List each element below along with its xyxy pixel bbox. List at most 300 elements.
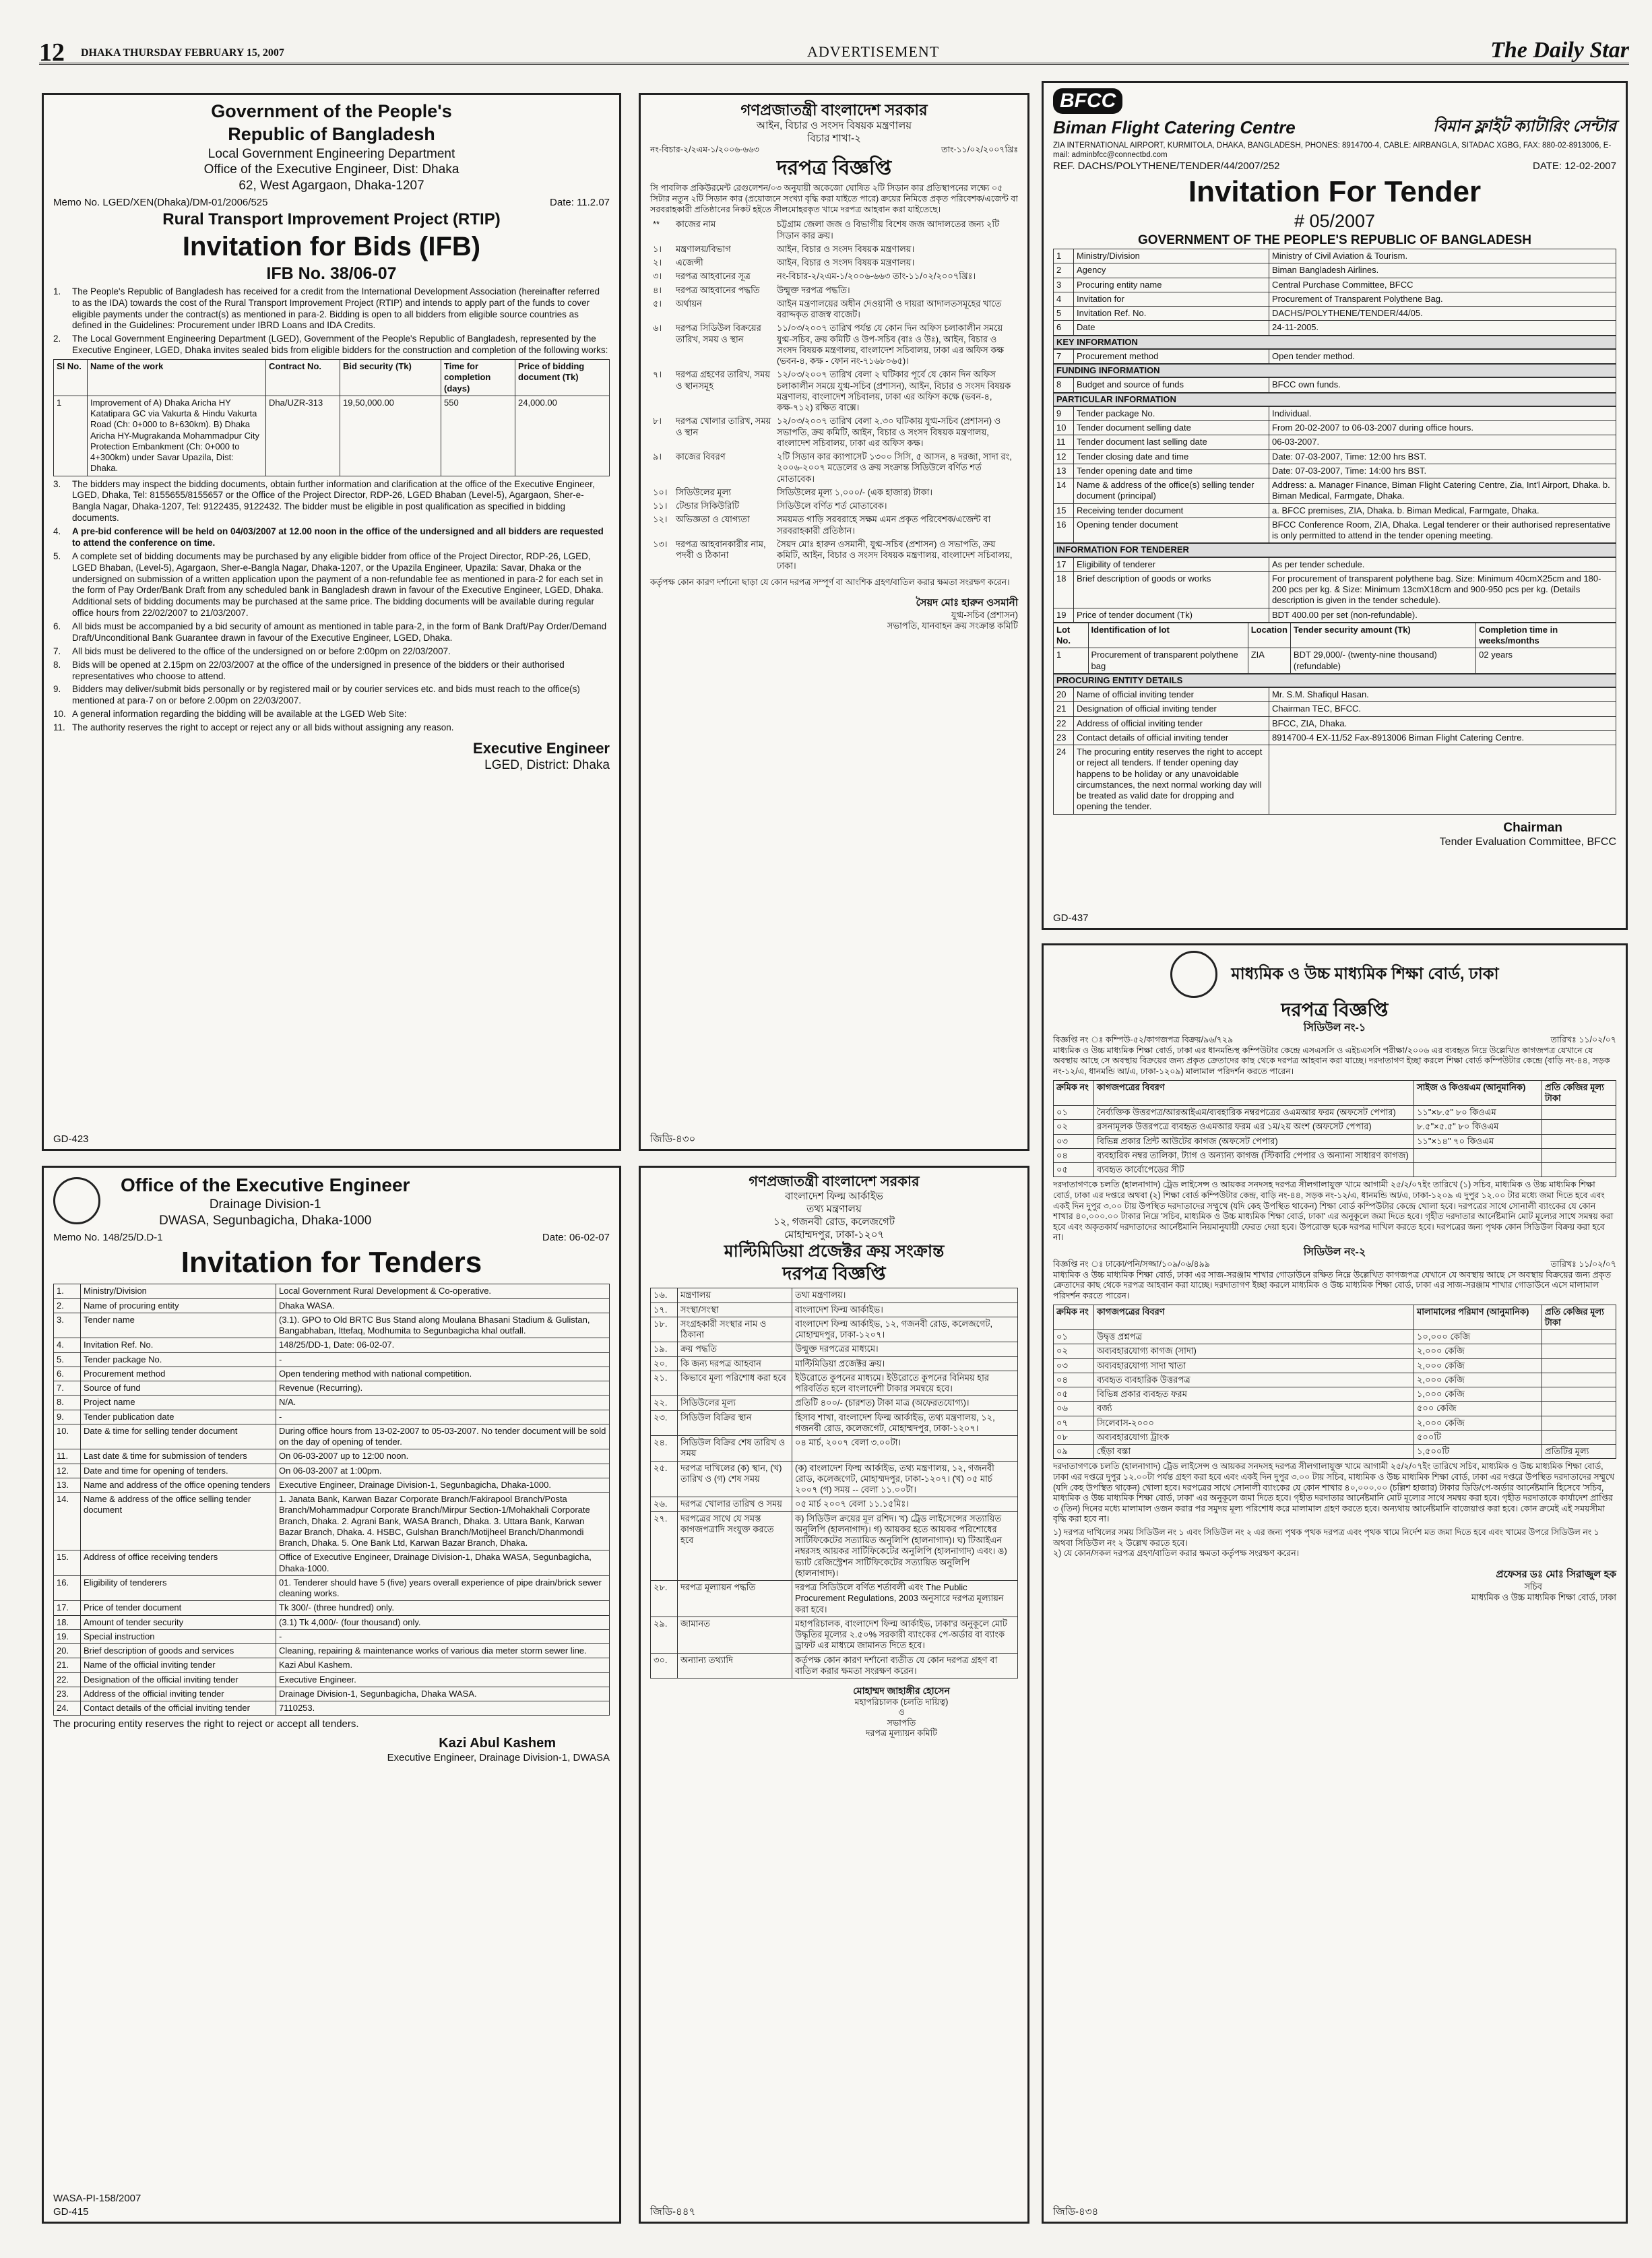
table-cell: দরপত্র মূল্যায়ন পদ্ধতি xyxy=(678,1581,792,1617)
film-title: দরপত্র বিজ্ঞপ্তি xyxy=(782,1263,886,1284)
table-row xyxy=(1054,1387,1616,1402)
table-cell: 1 xyxy=(1054,249,1074,263)
bfcc-lot-th: Lot No. xyxy=(1054,623,1089,648)
board-note1: ১) দরপত্র দাখিলের সময় সিডিউল নং ১ এবং সিডিউল নং ২ এর জন্য পৃথক পৃথক দরপত্র এবং পৃথক খামে নির্দেশ মত জমা দিতে হবে এবং খামের উপরে সিডিউল নং ১ অথবা সিডিউল নং ২ উল্লেখ করতে হবে। xyxy=(1053,1528,1599,1548)
law-ministry: আইন, বিচার ও সংসদ বিষয়ক মন্ত্রণালয় xyxy=(756,119,912,131)
table-cell: ০৫ মার্চ ২০০৭ বেলা ১১.১৫মিঃ। xyxy=(792,1497,1018,1511)
law-sign3: সভাপতি, যানবাহন ক্রয় সংক্রান্ত কমিটি xyxy=(887,621,1018,631)
table-cell: Brief description of goods and services xyxy=(81,1644,276,1658)
table-cell: অভিজ্ঞতা ও যোগ্যতা xyxy=(676,514,750,525)
table-cell: কাজের নাম xyxy=(676,219,716,230)
table-cell: ব্যবহৃত ব্যবহারিক উত্তরপত্র xyxy=(1094,1373,1414,1387)
table-cell: 20 xyxy=(1054,688,1074,702)
bfcc-lot-table xyxy=(1053,623,1616,674)
table-row xyxy=(1054,1373,1616,1387)
table-cell: ০৪ মার্চ, ২০০৭ বেলা ৩.০০টা। xyxy=(792,1436,1018,1462)
table-cell: 17. xyxy=(54,1601,81,1615)
table-cell: Open tender method. xyxy=(1269,349,1616,363)
table-cell: ০২ xyxy=(1054,1344,1094,1358)
film-gov: গণপ্রজাতন্ত্রী বাংলাদেশ সরকার xyxy=(749,1174,920,1189)
table-row xyxy=(650,450,1018,486)
table-row xyxy=(651,1303,1018,1317)
lged-td: 19,50,000.00 xyxy=(340,396,441,476)
table-cell: ২০. xyxy=(651,1356,678,1371)
table-row xyxy=(54,1367,610,1381)
table-cell: Mr. S.M. Shafiqul Hasan. xyxy=(1269,688,1616,702)
table-cell: ২,০০০ কেজি xyxy=(1414,1344,1542,1358)
table-row xyxy=(1054,449,1616,464)
table-cell: ১,০০০ কেজি xyxy=(1414,1387,1542,1402)
table-cell: অর্থায়ন xyxy=(676,298,702,309)
table-header-cell: কাগজপত্রের বিবরণ xyxy=(1094,1080,1414,1106)
table-cell: রসনামূলক উত্তরপত্রে ব্যবহৃত ওএমআর ফরম এর ১ম/২য় অংশ (অফসেট পেপার) xyxy=(1094,1120,1414,1134)
table-cell: Price of tender document xyxy=(81,1601,276,1615)
table-cell: দরপত্র আহবানের পদ্ধতি xyxy=(676,284,760,295)
board-date1: তারিখঃ ১১/০২/০৭ xyxy=(1550,1035,1616,1044)
table-cell: Open tendering method with national competition. xyxy=(276,1367,610,1381)
table-cell: BDT 400.00 per set (non-refundable). xyxy=(1269,608,1616,622)
table-cell: ২৬. xyxy=(651,1497,678,1511)
table-cell xyxy=(1542,1402,1616,1416)
table-row xyxy=(54,1338,610,1352)
lged-para5: A complete set of bidding documents may be purchased by any eligible bidder from office of the Project Director, RDP-26, LGED, LGED Bhaban, (Level-5), Agargaon, Sher-e-Bangla Nagar, Dhaka-1207, or the Upazila Engineer, Upazila: Savar, Dhaka or the undersigned on submission of a written application upon the payment of a non-refundable fee as mentioned in para-2 for each set in the form of Pay Order/Bank Draft from any scheduled bank in Bangladesh drawn in favour of the Executive Engineer, LGED, Dhaka. Additional sets of bidding documents may be purchased at the same price. The bidding documents will be available during regular office hours from 22/02/2007 to 21/03/2007. xyxy=(72,551,604,619)
board-ad xyxy=(1042,943,1628,2224)
table-cell: 19. xyxy=(54,1629,81,1643)
table-cell: ১২/০৩/২০০৭ তারিখ বেলা ২ ঘটিকার পূর্বে যে কোন দিন অফিস চলাকালীন সময়ে যুগ্ম-সচিব (প্রশাসন), আইন, বিচার ও সংসদ বিষয়ক মন্ত্রণালয়, বাংলাদেশ সচিবালয়, ঢাকা এর অফিস কক্ষে (ভবন-৪, কক্ষ-৭১২) রক্ষিত বাক্সে। xyxy=(777,369,1011,412)
table-cell: Address: a. Manager Finance, Biman Flight Catering Centre, Zia, Int'l Airport, Dhaka. b. Biman Medical, Farmgate, Dhaka. xyxy=(1269,478,1616,504)
table-cell: Procurement of Transparent Polythene Bag. xyxy=(1269,292,1616,306)
table-header-cell: মালামালের পরিমাণ (আনুমানিক) xyxy=(1414,1305,1542,1330)
table-cell: দরপত্র খোলার তারিখ, সময় ও স্থান xyxy=(676,416,771,437)
table-cell xyxy=(1542,1148,1616,1162)
board-intro1: মাধ্যমিক ও উচ্চ মাধ্যমিক শিক্ষা বোর্ড, ঢাকা এর ধানমন্ডিস্থ কম্পিউটার কেন্দ্রে এসএসসি ও এইচএসসি পরীক্ষা/২০০৬ এর ব্যবহৃত নিম্নে উল্লেখিত কাগজপত্র যেখানে যে অবস্থায় আছে সে অবস্থায় বিক্রয়ের জন্য প্রকৃত ক্রেতাদের কাছ থেকে দরপত্র আহবান করা যাচ্ছে। দরদাতাগণ ইচ্ছা করলে শিক্ষা বোর্ড কম্পিউটার কেন্দ্রে (বাড়ি নং-৪৪, সড়ক নং-১২/এ, ধানমন্ডি আ/এ, ঢাকা-১২০৯) মালামাল পরিদর্শন করতে পারেন। xyxy=(1053,1045,1610,1076)
table-cell: Name & address of the office(s) selling tender document (principal) xyxy=(1074,478,1269,504)
table-row xyxy=(1054,716,1616,730)
lged-project: Rural Transport Improvement Project (RTIP) xyxy=(162,210,501,228)
table-cell: 4 xyxy=(1054,292,1074,306)
table-cell xyxy=(1542,1163,1616,1177)
table-cell: Biman Bangladesh Airlines. xyxy=(1269,263,1616,278)
dateline: DHAKA THURSDAY FEBRUARY 15, 2007 xyxy=(81,47,284,59)
table-row xyxy=(54,1464,610,1478)
bfcc-lot-td: 02 years xyxy=(1476,648,1616,674)
table-cell: Kazi Abul Kashem. xyxy=(276,1658,610,1672)
dwasa-sign2: Executive Engineer, Drainage Division-1, DWASA xyxy=(387,1752,610,1763)
board-intro2: মাধ্যমিক ও উচ্চ মাধ্যমিক শিক্ষা বোর্ড, ঢাকা এর সাজ-সরঞ্জাম শাখার গোডাউনে রক্ষিত নিম্নে উল্লেখিত কাগজপত্র যেখানে যে অবস্থায় আছে সে অবস্থায় বিক্রয়ের জন্য প্রকৃত ক্রেতাদের কাছ থেকে দরপত্র আহবান করা যাচ্ছে। দরদাতাগণ ইচ্ছা করলে মাধ্যমিক ও উচ্চ মাধ্যমিক শিক্ষা বোর্ড, ঢাকা এর সাজ-সরঞ্জাম শাখার গোডাউনে এসে মালামাল পরিদর্শন করতে পারেন। xyxy=(1053,1269,1612,1300)
table-cell: ২৮. xyxy=(651,1581,678,1617)
table-row xyxy=(1054,518,1616,543)
table-cell: 10 xyxy=(1054,421,1074,435)
table-cell xyxy=(1542,1416,1616,1430)
table-cell: 16 xyxy=(1054,518,1074,543)
law-sign2: যুগ্ম-সচিব (প্রশাসন) xyxy=(951,609,1018,620)
masthead: The Daily Star xyxy=(1490,38,1629,63)
bfcc-logo: BFCC xyxy=(1053,88,1122,114)
table-cell: Price of tender document (Tk) xyxy=(1074,608,1269,622)
bfcc-tenderer: INFORMATION FOR TENDERER xyxy=(1053,543,1616,557)
table-cell: 7. xyxy=(54,1381,81,1395)
table-cell: 6 xyxy=(1054,321,1074,335)
table-row xyxy=(651,1617,1018,1653)
table-cell: 4. xyxy=(54,1338,81,1352)
table-row xyxy=(651,1581,1018,1617)
table-cell: ৩০. xyxy=(651,1653,678,1679)
table-cell: Tender opening date and time xyxy=(1074,464,1269,478)
table-row xyxy=(651,1511,1018,1581)
table-cell: During office hours from 13-02-2007 to 05-03-2007. No tender document will be sold on the day of opening of tender. xyxy=(276,1424,610,1449)
dwasa-address: DWASA, Segunbagicha, Dhaka-1000 xyxy=(159,1213,372,1228)
table-row xyxy=(54,1298,610,1313)
table-cell: দরপত্র সিডিউলে বর্ণিত শর্তাবলী এবং The Public Procurement Regulations, 2003 অনুসারে দরপত্র মূল্যায়ন করা হবে। xyxy=(792,1581,1018,1617)
table-cell: বিভিন্ন প্রকার ব্যবহৃত ফরম xyxy=(1094,1387,1414,1402)
table-row xyxy=(651,1396,1018,1410)
table-cell: ক্রয় পদ্ধতি xyxy=(678,1342,792,1356)
table-cell: ব্যবহারিক নম্বর তালিকা, ট্যাগ ও অন্যান্য কাগজ (স্টিকারি পেপার ও অন্যান্য সাধারণ কাগজ) xyxy=(1094,1148,1414,1162)
table-row xyxy=(1054,1163,1616,1177)
table-cell: বিভিন্ন প্রকার প্রিন্ট আউটের কাগজ (অফসেট পেপার) xyxy=(1094,1134,1414,1148)
table-header-cell: ক্রমিক নং xyxy=(1054,1305,1094,1330)
table-row xyxy=(650,368,1018,414)
table-cell: ০১ xyxy=(1054,1330,1094,1344)
table-row xyxy=(650,256,1018,270)
table-cell: আইন মন্ত্রণালয়ের অধীন দেওয়ানী ও দায়রা আদালতসমূহের খাতে বরাদ্দকৃত রাজস্ব বাজেট। xyxy=(777,298,1002,319)
table-cell: Date and time for opening of tenders. xyxy=(81,1464,276,1478)
table-cell: অব্যবহারযোগ্য ট্রাংক xyxy=(1094,1430,1414,1444)
table-row xyxy=(651,1497,1018,1511)
bfcc-lot-th: Tender security amount (Tk) xyxy=(1290,623,1475,648)
table-cell: সংস্থা/সংস্থা xyxy=(678,1303,792,1317)
bfcc-sign1: Chairman xyxy=(1503,820,1562,835)
table-cell: The procuring entity reserves the right to accept or reject all tenders. If tender opening day happens to be holiday or any unavoidable circumstances, the next normal working day will be treated as valid date for dropping and opening the tender. xyxy=(1074,745,1269,815)
table-row xyxy=(54,1449,610,1464)
table-cell: 16. xyxy=(54,1575,81,1601)
table-row xyxy=(651,1317,1018,1342)
dwasa-title: Invitation for Tenders xyxy=(181,1246,482,1280)
table-cell: সিডিউল বিক্রির স্থান xyxy=(678,1410,792,1436)
table-cell: Local Government Rural Development & Co-operative. xyxy=(276,1284,610,1298)
table-cell: ০৬ xyxy=(1054,1402,1094,1416)
table-row xyxy=(1054,478,1616,504)
board-note2: ২) যে কোন/সকল দরপত্র গ্রহণ/বাতিল করার ক্ষমতা কর্তৃপক্ষ সংরক্ষণ করেন। xyxy=(1053,1548,1300,1559)
table-row xyxy=(1054,249,1616,263)
table-cell: Ministry/Division xyxy=(81,1284,276,1298)
table-row xyxy=(651,1653,1018,1679)
table-cell: ১৮. xyxy=(651,1317,678,1342)
table-cell: বর্জ্য xyxy=(1094,1402,1414,1416)
table-cell: 23 xyxy=(1054,730,1074,745)
table-cell xyxy=(1542,1106,1616,1120)
table-cell: ০৪ xyxy=(1054,1148,1094,1162)
table-cell: ২,০০০ কেজি xyxy=(1414,1358,1542,1373)
law-ad xyxy=(639,93,1029,1151)
dwasa-date: Date: 06-02-07 xyxy=(542,1231,610,1243)
table-cell: কি জন্য দরপত্র আহবান xyxy=(678,1356,792,1371)
table-cell: Agency xyxy=(1074,263,1269,278)
table-cell: Tk 300/- (three hundred) only. xyxy=(276,1601,610,1615)
table-cell: Brief description of goods or works xyxy=(1074,571,1269,608)
lged-td: 1 xyxy=(54,396,88,476)
table-cell: 3. xyxy=(54,1313,81,1338)
table-cell: Name and address of the office opening tenders xyxy=(81,1478,276,1492)
table-row xyxy=(1054,421,1616,435)
table-cell: BFCC Conference Room, ZIA, Dhaka. Legal tenderer or their authorised representative is only permitted to attend in the tender opening meeting. xyxy=(1269,518,1616,543)
table-cell xyxy=(1542,1120,1616,1134)
table-row xyxy=(1054,503,1616,518)
table-cell: Date & time for selling tender document xyxy=(81,1424,276,1449)
table-cell: ৮। xyxy=(653,416,662,427)
table-cell: ১২/০৩/২০০৭ তারিখ বেলা ২.৩০ ঘটিকায় যুগ্ম-সচিব (প্রশাসন) ও সভাপতি, ক্রয় কমিটি, আইন, বিচার ও সংসদ বিষয়ক মন্ত্রণালয়, বাংলাদেশ সচিবালয়, ঢাকা এর অফিস কক্ষ। xyxy=(777,416,1001,448)
table-row xyxy=(54,1478,610,1492)
table-cell: 8. xyxy=(54,1395,81,1410)
table-cell: কাজের বিবরণ xyxy=(676,451,726,462)
table-cell: ০৮ xyxy=(1054,1430,1094,1444)
table-cell: সিডিউল বিক্রির শেষ তারিখ ও সময় xyxy=(678,1436,792,1462)
film-addr1: ১২, গজনবী রোড, কলেজগেট xyxy=(773,1216,895,1228)
table-cell: ১,৫০০টি xyxy=(1414,1445,1542,1459)
table-cell: 22 xyxy=(1054,716,1074,730)
table-cell: On 06-03-2007 at 1:00pm. xyxy=(276,1464,610,1478)
table-row xyxy=(1054,1430,1616,1444)
table-cell xyxy=(1542,1330,1616,1344)
table-row xyxy=(54,1313,610,1338)
table-cell xyxy=(1542,1430,1616,1444)
table-row xyxy=(650,243,1018,256)
law-intro: সি পাবলিক প্রকিউরমেন্ট রেগুলেশন/০৩ অনুযায়ী অকেজো ঘোষিত ২টি সিডান কার প্রতিস্থাপনের লক্ষ্যে ০৫ সিটার নতুন ২টি সিডান কার (প্রয়োজনে সংখ্যা বৃদ্ধি করা যাইতে পারে) ক্রয়ের নিমিত্তে প্রকৃত পরিবেশক/এজেন্ট বা সরবরাহকারী প্রতিষ্ঠানের নিকট হইতে সীলমোহরকৃত খামে দরপত্র আহবান করা যাইতেছে। xyxy=(650,183,1018,214)
table-cell: 5. xyxy=(54,1352,81,1367)
bfcc-entity: PROCURING ENTITY DETAILS xyxy=(1053,674,1616,687)
table-row xyxy=(54,1381,610,1395)
table-header-cell: প্রতি কেজির মূল্য টাকা xyxy=(1542,1305,1616,1330)
table-cell: ৫০০টি xyxy=(1414,1430,1542,1444)
bfcc-ad xyxy=(1042,81,1628,930)
table-row xyxy=(1054,557,1616,571)
bfcc-lot-td: Procurement of transparent polythene bag xyxy=(1088,648,1248,674)
table-cell: Drainage Division-1, Segunbagicha, Dhaka WASA. xyxy=(276,1687,610,1701)
table-cell: দরপত্র সিডিউল বিক্রয়ের তারিখ, সময় ও স্থান xyxy=(676,323,761,344)
law-sign1: সৈয়দ মোঃ হারুন ওসমানী xyxy=(916,597,1018,609)
table-cell: Receiving tender document xyxy=(1074,503,1269,518)
table-cell: অন্যান্য তথ্যাদি xyxy=(678,1653,792,1679)
lged-para11: The authority reserves the right to accept or reject any or all bids without assigning any reason. xyxy=(72,722,454,732)
table-cell: 17 xyxy=(1054,557,1074,571)
table-row xyxy=(651,1342,1018,1356)
lged-th: Name of the work xyxy=(88,360,266,396)
table-header-cell: সাইজ ও কিওয়এম (আনুমানিক) xyxy=(1414,1080,1542,1106)
lged-para10: A general information regarding the bidding will be available at the LGED Web Site: xyxy=(72,709,407,720)
table-cell: Source of fund xyxy=(81,1381,276,1395)
table-cell: Ministry/Division xyxy=(1074,249,1269,263)
table-cell: 15 xyxy=(1054,503,1074,518)
table-cell: ২টি সিডান কার ক্যাপাসেট ১৩০০ সিসি, ৫ আসন, ৪ দরজা, সাদা রং, ২০০৬-২০০৭ মডেলের ও ক্রয় সংক্রান্ত সিডিউলে বর্ণিত শর্ত মোতাবেক। xyxy=(777,451,1012,484)
table-cell: Project name xyxy=(81,1395,276,1410)
table-cell: Opening tender document xyxy=(1074,518,1269,543)
table-cell: Address of official inviting tender xyxy=(1074,716,1269,730)
table-row xyxy=(650,321,1018,368)
table-row xyxy=(651,1356,1018,1371)
table-cell: Tender package No. xyxy=(81,1352,276,1367)
table-row xyxy=(54,1550,610,1576)
table-cell: মহাপরিচালক, বাংলাদেশ ফিল্ম আর্কাইভ, ঢাকা'র অনুকূলে মোট উদ্ধৃতির মূল্যের ২.৫০% সরকারী ব্যাংকের পে-অর্ডার বা ব্যাংক ড্রাফট এর মাধ্যমে জামানত দিতে হবে। xyxy=(792,1617,1018,1653)
bfcc-title: Invitation For Tender xyxy=(1188,175,1482,208)
lged-th: Sl No. xyxy=(54,360,88,396)
table-cell: Budget and source of funds xyxy=(1074,378,1269,392)
lged-para1: The People's Republic of Bangladesh has received for a credit from the International Development Association (hereinafter referred to as the IDA) towards the cost of the Rural Transport Improvement Project (RTIP) and intends to apply part of the funds to cover eligible payments under the contract(s) as mentioned in para-2. Bidding is open to all bidders from eligible source countries as defined in the Guidelines: Procurement under IBRD Loans and IDA Credits. xyxy=(72,286,600,331)
table-row xyxy=(650,513,1018,538)
bfcc-name-bn: বিমান ফ্লাইট ক্যাটারিং সেন্টার xyxy=(1432,117,1616,135)
lged-table xyxy=(53,359,610,476)
table-cell: 24. xyxy=(54,1701,81,1716)
table-cell: Name & address of the office selling tender document xyxy=(81,1493,276,1550)
board-memo2: বিজ্ঞপ্তি নং ঃ ঢাকো/পনি/সজ্জা/১০৯/০৬/৪৯৯ xyxy=(1053,1259,1210,1269)
lged-th: Time for completion (days) xyxy=(441,360,515,396)
board-code: জিডি-৪৩৪ xyxy=(1053,2206,1099,2218)
table-cell: Eligibility of tenderer xyxy=(1074,557,1269,571)
table-cell: ৮.৫"×৫.৫" ৮০ কিওএম xyxy=(1414,1120,1542,1134)
film-subject: মাল্টিমিডিয়া প্রজেক্টর ক্রয় সংক্রান্ত xyxy=(724,1242,945,1261)
table-cell: 13 xyxy=(1054,464,1074,478)
table-cell: 8 xyxy=(1054,378,1074,392)
table-cell: From 20-02-2007 to 06-03-2007 during office hours. xyxy=(1269,421,1616,435)
bfcc-table xyxy=(1053,406,1616,544)
table-cell: 24 xyxy=(1054,745,1074,815)
table-cell: কর্তৃপক্ষ কোন কারণ দর্শানো ব্যতীত যে কোন দরপত্র গ্রহণ বা বাতিল করার ক্ষমতা সংরক্ষণ করেন। xyxy=(792,1653,1018,1679)
board-body2: দরদাতাগণকে চলতি (হালনাগাদ) ট্রেড লাইসেন্স ও আয়কর সনদসহ দরপত্র সীলগালাযুক্ত খামে আগামী ২৫/২/০৭ইং তারিখে সচিব, মাধ্যমিক ও উচ্চ মাধ্যমিক শিক্ষা বোর্ড, ঢাকা এর দপ্তরে দুপুর ১২.০০টা পর্যন্ত গ্রহণ করা হবে এবং একই দিন দুপুর ৩.০০ টায় সচিব, মাধ্যমিক ও উচ্চ মাধ্যমিক শিক্ষা বোর্ড, ঢাকা এর দপ্তরে উপস্থিত দরদাতাদের সম্মুখে (যদি কেহ উপস্থিত থাকেন) খোলা হবে। দরপত্রের সাথে সোনালী ব্যাংকের যে কোন শাখার ৪০,০০০.০০ (চল্লিশ হাজার) টাকার ডিডি/পে-অর্ডার আর্নেষ্টমানি হিসেবে 'সচিব, মাধ্যমিক ও উচ্চ মাধ্যমিক শিক্ষা বোর্ড, ঢাকা' এর অনুকূলে জমা দিতে হবে। গৃহীত দরদাতার আর্নেষ্টমানি মোট মূল্যের সাথে সমন্বয় করা হবে। গৃহীত দরদাতাকে কার্যাদেশ প্রাপ্তির ৩ (তিন) দিনের মধ্যে মালামাল ওজন করার পর সমুদয় মূল্য পরিশোধ করে মালামাল গ্রহণ করতে হবে। অন্যথায় আর্নেষ্টমানি বাজেয়াপ্ত করা হবে। কোন ক্রমেই এই সময়সীমা বৃদ্ধি করা হবে না। xyxy=(1053,1462,1615,1524)
table-row xyxy=(650,218,1018,243)
table-cell: বাংলাদেশ ফিল্ম আর্কাইভ। xyxy=(792,1303,1018,1317)
table-row xyxy=(650,538,1018,573)
table-cell: Address of the official inviting tender xyxy=(81,1687,276,1701)
table-row xyxy=(650,486,1018,499)
dwasa-division: Drainage Division-1 xyxy=(209,1197,321,1212)
table-cell: Executive Engineer, Drainage Division-1, Segunbagicha, Dhaka-1000. xyxy=(276,1478,610,1492)
table-row xyxy=(54,1284,610,1298)
board-sched2: সিডিউল নং-২ xyxy=(1303,1247,1366,1258)
table-cell: Individual. xyxy=(1269,406,1616,420)
table-cell: 18 xyxy=(1054,571,1074,608)
table-cell: 2. xyxy=(54,1298,81,1313)
table-cell: ০৩ xyxy=(1054,1134,1094,1148)
bfcc-lot-td: ZIA xyxy=(1248,648,1290,674)
table-cell: চট্টগ্রাম জেলা জজ ও বিভাগীয় বিশেষ জজ আদালতের জন্য ২টি সিডান কার ক্রয়। xyxy=(777,219,1000,241)
table-row xyxy=(650,270,1018,283)
table-cell: Office of Executive Engineer, Drainage Division-1, Dhaka WASA, Segunbagicha, Dhaka-1000. xyxy=(276,1550,610,1576)
table-cell: Invitation for xyxy=(1074,292,1269,306)
table-cell: ৫। xyxy=(653,298,662,309)
table-row xyxy=(650,499,1018,513)
table-cell: জামানত xyxy=(678,1617,792,1653)
table-cell: 19 xyxy=(1054,608,1074,622)
table-cell: আইন, বিচার ও সংসদ বিষয়ক মন্ত্রণালয়। xyxy=(777,257,915,268)
table-cell: Tender document selling date xyxy=(1074,421,1269,435)
table-row xyxy=(1054,1445,1616,1459)
table-cell: Dhaka WASA. xyxy=(276,1298,610,1313)
table-cell: 2 xyxy=(1054,263,1074,278)
board-seal-icon xyxy=(1170,951,1217,998)
table-row xyxy=(1054,1106,1616,1120)
table-cell: 15. xyxy=(54,1550,81,1576)
table-cell: দরপত্র আহবানকারীর নাম, পদবী ও ঠিকানা xyxy=(676,538,766,560)
table-row xyxy=(651,1371,1018,1396)
table-row xyxy=(1054,278,1616,292)
table-cell: ০৪ xyxy=(1054,1373,1094,1387)
board-memo1: বিজ্ঞপ্তি নং ঃ কম্পিউ-৫২/কাগজপত্র বিক্রয়/৯৬/৭২৯ xyxy=(1053,1035,1234,1044)
film-table xyxy=(650,1288,1018,1679)
film-sign5: দরপত্র মূল্যায়ন কমিটি xyxy=(865,1728,938,1738)
table-cell: ১৩। xyxy=(653,538,668,549)
lged-para8: Bids will be opened at 2.15pm on 22/03/2007 at the office of the undersigned in presence of the bidders or their authorised representatives who choose to attend. xyxy=(72,659,565,681)
board-date2: তারিখঃ ১১/০২/০৭ xyxy=(1550,1259,1616,1269)
table-cell: ১১"×১৪" ৭০ কিওএম xyxy=(1414,1134,1542,1148)
table-cell: 22. xyxy=(54,1672,81,1687)
table-cell: Last date & time for submission of tenders xyxy=(81,1449,276,1464)
lged-code: GD-423 xyxy=(53,1133,89,1146)
table-row xyxy=(1054,292,1616,306)
table-cell: Address of office receiving tenders xyxy=(81,1550,276,1576)
table-cell: 1. Janata Bank, Karwan Bazar Corporate Branch/Fakirapool Branch/Posta Branch/Mohammadpur Corporate Branch/Mirpur Section-1/Mohakhali Corporate Branch, Dhaka. 2. Agrani Bank, WASA Branch, Dhaka. 3. Uttara Bank, Karwan Bazar Branch, Dhaka. 4. HSBC, Gulshan Branch/Motijheel Branch/Dhanmondi Branch, Dhaka. 5. One Bank Ltd, Karwan Bazar Branch, Dhaka. xyxy=(276,1493,610,1550)
table-row xyxy=(651,1410,1018,1436)
table-cell: টেন্ডার সিকিউরিটি xyxy=(676,501,740,511)
dwasa-sign1: Kazi Abul Kashem xyxy=(439,1736,556,1751)
table-row xyxy=(1054,378,1616,392)
table-cell: BFCC own funds. xyxy=(1269,378,1616,392)
table-cell: ৪। xyxy=(653,284,662,295)
film-sign1: মোহাম্মদ জাহাঙ্গীর হোসেন xyxy=(853,1685,950,1696)
table-cell: Contact details of the official inviting tender xyxy=(81,1701,276,1716)
table-cell: 12. xyxy=(54,1464,81,1478)
table-cell: BFCC, ZIA, Dhaka. xyxy=(1269,716,1616,730)
lged-para9: Bidders may deliver/submit bids personally or by registered mail or by courier services etc. and bids must reach to the office(s) mentioned at para-7 on or before 2.00pm on 22/03/2007. xyxy=(72,684,580,706)
table-cell: Name of procuring entity xyxy=(81,1298,276,1313)
table-cell: 20. xyxy=(54,1644,81,1658)
table-cell: 23. xyxy=(54,1687,81,1701)
film-addr2: মোহাম্মদপুর, ঢাকা-১২০৭ xyxy=(784,1228,885,1241)
film-sign4: সভাপতি xyxy=(887,1718,916,1728)
table-cell: 7 xyxy=(1054,349,1074,363)
table-row xyxy=(1054,1120,1616,1134)
table-cell: (3.1) Tk 4,000/- (four thousand) only. xyxy=(276,1615,610,1629)
table-row xyxy=(1054,1148,1616,1162)
lged-dept: Local Government Engineering Department xyxy=(208,146,455,161)
table-cell: ইউরোতে কুপনের মাধ্যমে। ইউরোতে কুপনের বিনিময় হার পরিবর্তিত হলে বাংলাদেশী টাকার সমন্বয়ে হবে। xyxy=(792,1371,1018,1396)
law-title: দরপত্র বিজ্ঞপ্তি xyxy=(776,156,892,179)
table-header-row xyxy=(1054,1080,1616,1106)
table-cell: ০৯ xyxy=(1054,1445,1094,1459)
table-cell: ০৭ xyxy=(1054,1416,1094,1430)
bfcc-key-info: KEY INFORMATION xyxy=(1053,336,1616,349)
lged-ifb: IFB No. 38/06-07 xyxy=(266,263,397,283)
table-cell: সংগ্রহকারী সংস্থার নাম ও ঠিকানা xyxy=(678,1317,792,1342)
table-cell: Date xyxy=(1074,321,1269,335)
table-cell: ১০। xyxy=(653,487,668,497)
bfcc-code: GD-437 xyxy=(1053,912,1089,924)
table-cell: - xyxy=(276,1410,610,1424)
table-cell: (3.1). GPO to Old BRTC Bus Stand along Moulana Bhasani Stadium & Gulistan, Bangabhaban, Ittefaq, Modhumita to Segunbagicha khal outfall. xyxy=(276,1313,610,1338)
bfcc-name: Biman Flight Catering Centre xyxy=(1053,117,1296,137)
table-cell: ০৩ xyxy=(1054,1358,1094,1373)
table-row xyxy=(1054,1402,1616,1416)
table-cell: 7110253. xyxy=(276,1701,610,1716)
section-title: ADVERTISEMENT xyxy=(807,43,940,60)
table-cell: উদ্বৃত্ত প্রশ্নপত্র xyxy=(1094,1330,1414,1344)
law-table xyxy=(650,218,1018,573)
bfcc-lot-th: Identification of lot xyxy=(1088,623,1248,648)
table-cell: Name of the official inviting tender xyxy=(81,1658,276,1672)
table-cell: মন্ত্রণালয়/বিভাগ xyxy=(676,243,731,254)
bfcc-funding: FUNDING INFORMATION xyxy=(1053,364,1616,377)
table-row xyxy=(1054,702,1616,716)
table-cell: সৈয়দ মোঃ হারুন ওসমানী, যুগ্ম-সচিব (প্রশাসন) ও সভাপতি, ক্রয় কমিটি, আইন, বিচার ও সংসদ বিষয়ক মন্ত্রণালয়, বাংলাদেশ সচিবালয়, ঢাকা। xyxy=(777,538,1013,571)
table-cell: N/A. xyxy=(276,1395,610,1410)
